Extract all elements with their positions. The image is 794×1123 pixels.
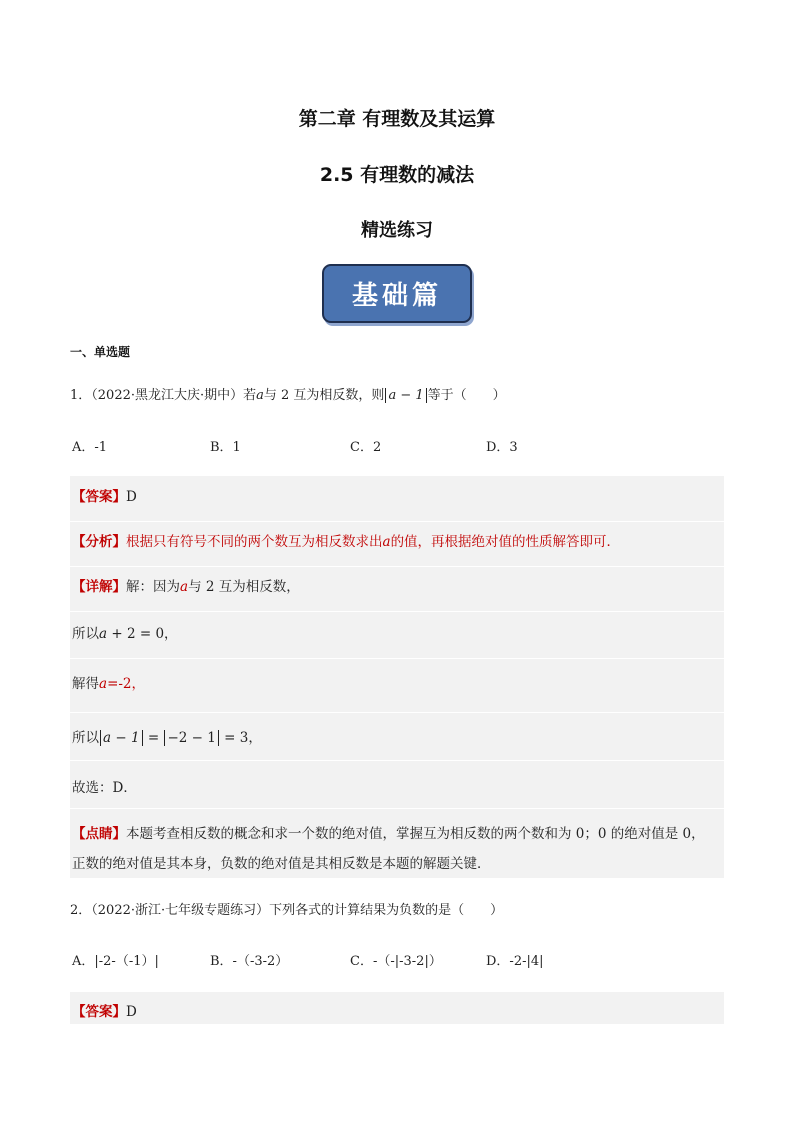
q1-detail <box>72 575 300 595</box>
answer-value: D <box>126 1004 137 1020</box>
q1-step-2 <box>72 672 145 692</box>
q1-stem-mid: 与 2 互为相反数，则 <box>263 388 385 403</box>
q1-comment-line-2: 正数的绝对值是其本身，负数的绝对值是其相反数是本题的解题关键． <box>72 856 491 872</box>
divider <box>70 521 724 522</box>
step3-mid: = <box>143 730 164 746</box>
question-1-stem <box>70 384 506 403</box>
q1-stem-pre: 1．（2022·黑龙江大庆·期中）若 <box>70 388 257 403</box>
detail-tag: 【详解】 <box>72 579 126 595</box>
question-2-stem: 2．（2022·浙江·七年级专题练习）下列各式的计算结果为负数的是（ ） <box>70 903 504 918</box>
step2-var: a <box>99 676 108 692</box>
divider <box>70 712 724 713</box>
step1-post: + 2 = 0， <box>107 626 178 642</box>
q2-option-d: D．-2-|4| <box>486 954 544 969</box>
detail-var: a <box>180 579 189 595</box>
q1-var: a <box>256 388 264 403</box>
q1-stem-post: 等于（ ） <box>427 388 506 403</box>
answer-value: D <box>126 489 137 505</box>
answer-tag: 【答案】 <box>72 1004 126 1020</box>
q1-option-c: C．2 <box>350 440 382 455</box>
q1-choose: 故选：D． <box>72 780 137 796</box>
divider <box>70 760 724 761</box>
step1-var: a <box>99 626 108 642</box>
q2-answer <box>72 1000 137 1020</box>
step3-post: = 3， <box>219 730 262 746</box>
step2-post: =-2， <box>107 676 146 692</box>
comment-text-1: 本题考查相反数的概念和求一个数的绝对值，掌握互为相反数的两个数和为 0；0 的绝对值是 0， <box>126 826 705 842</box>
detail-text-end: 与 2 互为相反数， <box>188 579 300 595</box>
analysis-text-end: 的值，再根据绝对值的性质解答即可． <box>390 534 621 550</box>
q1-analysis <box>72 530 620 550</box>
analysis-tag: 【分析】 <box>72 534 126 550</box>
divider <box>70 658 724 659</box>
part-heading: 一、单选题 <box>70 345 131 359</box>
step3-pre: 所以 <box>72 730 99 746</box>
comment-tag: 【点睛】 <box>72 826 126 842</box>
subtitle: 精选练习 <box>361 220 433 241</box>
q2-solution-block <box>70 992 724 1024</box>
detail-text: 解：因为 <box>126 579 180 595</box>
q1-option-a: A．-1 <box>72 440 108 455</box>
q1-option-d: D．3 <box>486 440 518 455</box>
step3-abs-2: −2 − 1 <box>164 730 218 746</box>
q1-step-1 <box>72 622 178 642</box>
answer-tag: 【答案】 <box>72 489 126 505</box>
chapter-title: 第二章 有理数及其运算 <box>298 108 496 130</box>
q1-option-b: B．1 <box>210 440 241 455</box>
analysis-var: a <box>382 534 391 550</box>
q2-option-c: C．-（-|-3-2|） <box>350 954 442 969</box>
q1-answer <box>72 485 137 505</box>
step2-pre: 解得 <box>72 676 99 692</box>
section-title: 2.5 有理数的减法 <box>319 164 475 186</box>
level-badge: 基础篇 <box>322 264 472 323</box>
step1-pre: 所以 <box>72 626 99 642</box>
divider <box>70 566 724 567</box>
q1-comment-line-1 <box>72 822 705 842</box>
q1-step-3 <box>72 726 262 746</box>
q2-option-b: B．-（-3-2） <box>210 954 289 969</box>
q2-option-a: A．|-2-（-1）| <box>72 954 159 969</box>
divider <box>70 611 724 612</box>
analysis-text: 根据只有符号不同的两个数互为相反数求出 <box>126 534 383 550</box>
step3-abs-1: a − 1 <box>100 730 143 746</box>
divider <box>70 808 724 809</box>
q1-abs-expr: a − 1 <box>385 388 426 403</box>
